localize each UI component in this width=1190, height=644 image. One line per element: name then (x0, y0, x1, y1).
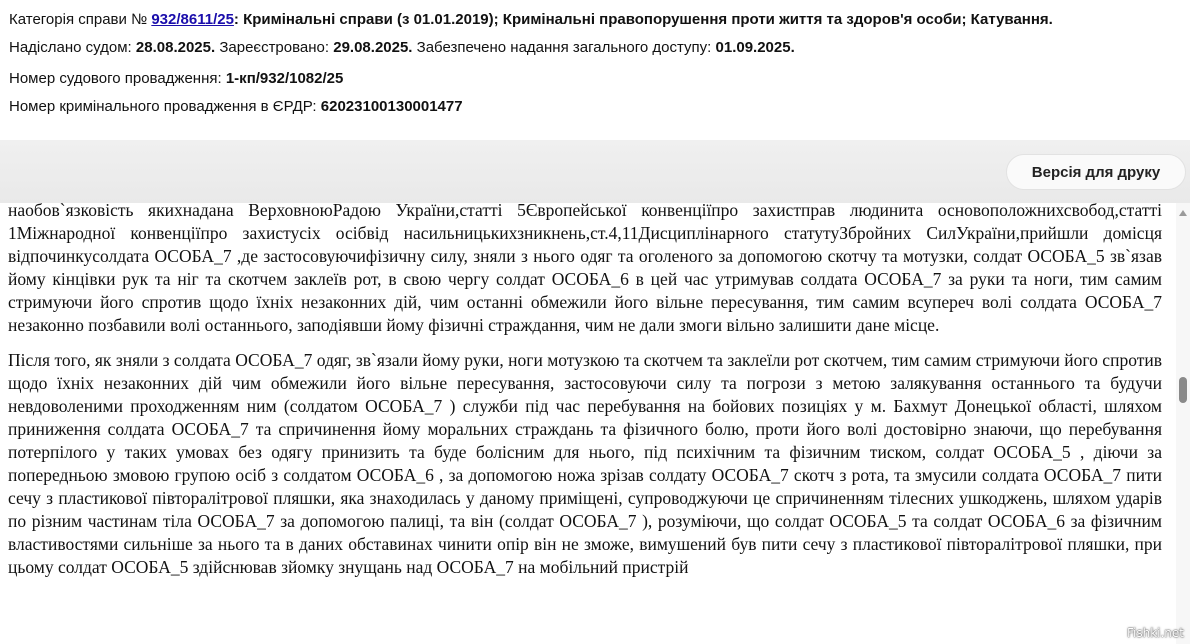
category-value: : Кримінальні справи (з 01.01.2019); Кримінальні правопорушення проти життя та здоров'я особи; Катування. (233, 11, 1053, 28)
case-metadata (0, 0, 1190, 140)
case-number-link[interactable]: 932/8611/25 (151, 11, 234, 28)
sent-label: Надіслано судом: (9, 39, 136, 56)
erdr-number: 62023100130001477 (320, 98, 463, 115)
proceeding-label: Номер судового провадження: (9, 70, 226, 87)
document-paragraph: Після того, як зняли з солдата ОСОБА_7 одяг, зв`язали йому руки, ноги мотузкою та скотчем та заклеїли рот скотчем, тим самим стримуючи його спротив щодо їхніх незаконних дій чим обмежили його вільне пересування, застосовуючи силу та погрози з метою залякування останнього та будучи невдоволеними проходженням ним (солдатом ОСОБА_7 ) служби під час перебування на бойових позиціях у м. Бахмут Донецької області, шляхом приниження солдата ОСОБА_7 та спричинення йому моральних страждань та фізичного болю, проти його волі достовірно знаючи, що перебування потерпілого у таких умовах без одягу принизить та буде болісним для нього, під психічним та фізичним тиском, солдат ОСОБА_5 , діючи за попередньою змовою групою осіб з солдатом ОСОБА_6 , за допомогою ножа зрізав солдату ОСОБА_7 скотч з рота, та змусили солдата ОСОБА_7 пити сечу з пластикової півторалітрової пляшки, яка знаходилась у даному приміщені, супроводжуючи це спричиненням тілесних ушкоджень, шляхом ударів по різним частинам тіла ОСОБА_7 за допомогою палиці, та він (солдат ОСОБА_7 ), розуміючи, що солдат ОСОБА_5 та солдат ОСОБА_6 за фізичним властивостями сильніше за нього та в даних обставинах чинити опір він не зможе, вимушений був пити сечу з пластикової півторалітрової пляшки, при цьому солдат ОСОБА_5 здійснював зйомку знущань над ОСОБА_7 на мобільний пристрій (8, 350, 1162, 577)
registered-label: Зареєстровано: (215, 39, 334, 56)
proceeding-number: 1-кп/932/1082/25 (225, 70, 344, 87)
erdr-line (9, 97, 463, 117)
proceeding-line (9, 69, 343, 89)
public-access-label: Забезпечено надання загального доступу: (412, 39, 716, 56)
scroll-up-arrow-icon[interactable] (1179, 210, 1187, 216)
dates-line (9, 38, 795, 58)
document-paragraph: наобов`язковість якихнадана ВерховноюРадою України,статті 5Європейської конвенціїпро захистправ людинита основоположнихсвобод,статті 1Міжнародної конвенціїпро захистусіх осібвід насильницькихзникнень,ст.4,11Дисциплінарного статутуЗбройних СилУкраїни,прийшли домісця відпочинкусолдата ОСОБА_7 ,де застосовуючифізичну силу, зняли з нього одяг та оголеного за допомогою скотчу та мотузки, солдат ОСОБА_5 зв`язав йому кінцівки рук та ніг та скотчем заклеїв рот, в свою чергу солдат ОСОБА_6 в цей час утримував солдата ОСОБА_7 за руки та ноги, тим самим стримуючи його спротив щодо їхніх незаконних дій, чим останні обмежили його вільне пересування, тим самим всупереч волі солдата ОСОБА_7 незаконно позбавили волі останнього, заподіявши йому фізичні страждання, чим не дали змоги вільно залишити дане місце. (8, 203, 1162, 335)
case-category-line (9, 10, 1053, 30)
registered-date: 29.08.2025. (333, 39, 413, 56)
sent-date: 28.08.2025. (135, 39, 216, 56)
print-version-button[interactable]: Версія для друку (1006, 154, 1186, 190)
erdr-label: Номер кримінального провадження в ЄРДР: (9, 98, 321, 115)
vertical-scrollbar[interactable] (1176, 203, 1190, 644)
watermark: Fishki.net (1126, 626, 1184, 640)
scrollbar-thumb[interactable] (1179, 377, 1187, 403)
document-body (0, 203, 1176, 644)
public-access-date: 01.09.2025. (715, 39, 795, 56)
category-label: Категорія справи № (9, 11, 152, 28)
